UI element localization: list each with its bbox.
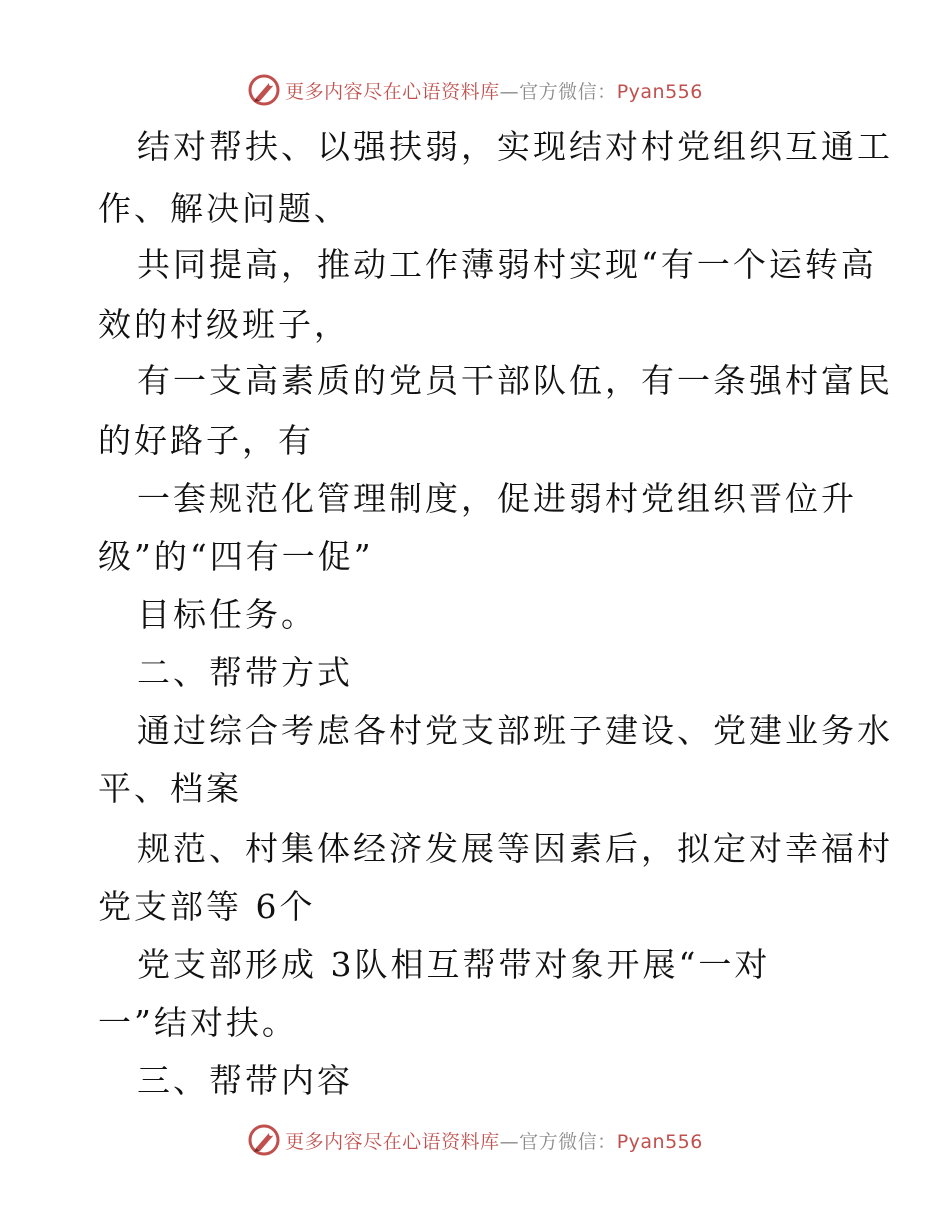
text-line: 一”结对扶。 — [98, 1003, 298, 1042]
watermark-wechat-id: Pyan556 — [616, 1130, 703, 1153]
text-line: 结对帮扶、以强扶弱，实现结对村党组织互通工 — [137, 127, 893, 166]
text-line: 目标任务。 — [137, 595, 317, 634]
text-line: 规范、村集体经济发展等因素后，拟定对幸福村 — [137, 829, 893, 868]
text-line: 党支部等 6个 — [98, 887, 316, 926]
text-line: 一套规范化管理制度，促进弱村党组织晋位升 — [137, 479, 857, 518]
watermark-brand: 更多内容尽在心语资料库 — [285, 80, 500, 103]
watermark-text — [285, 77, 703, 104]
watermark-wechat-id: Pyan556 — [616, 80, 703, 103]
text-line: 通过综合考虑各村党支部班子建设、党建业务水 — [137, 711, 893, 750]
text-line: 级”的“四有一促” — [98, 537, 374, 576]
header-watermark — [0, 70, 950, 110]
watermark-wechat-label: —官方微信： — [499, 1130, 617, 1153]
footer-watermark — [0, 1120, 950, 1160]
watermark-text — [285, 1127, 703, 1154]
text-line: 平、档案 — [98, 769, 242, 808]
text-line: 共同提高，推动工作薄弱村实现“有一个运转高 — [137, 245, 877, 284]
text-line: 的好路子，有 — [98, 421, 314, 460]
section-heading: 二、帮带方式 — [137, 653, 353, 692]
pen-logo-icon — [247, 1123, 281, 1157]
text-line: 效的村级班子， — [98, 305, 350, 344]
text-line: 作、解决问题、 — [98, 189, 350, 228]
watermark-brand: 更多内容尽在心语资料库 — [285, 1130, 500, 1153]
text-line: 有一支高素质的党员干部队伍，有一条强村富民 — [137, 361, 893, 400]
section-heading: 三、帮带内容 — [137, 1061, 353, 1100]
text-line: 党支部形成 3队相互帮带对象开展“一对 — [137, 945, 771, 984]
watermark-wechat-label: —官方微信： — [499, 80, 617, 103]
pen-logo-icon — [247, 73, 281, 107]
